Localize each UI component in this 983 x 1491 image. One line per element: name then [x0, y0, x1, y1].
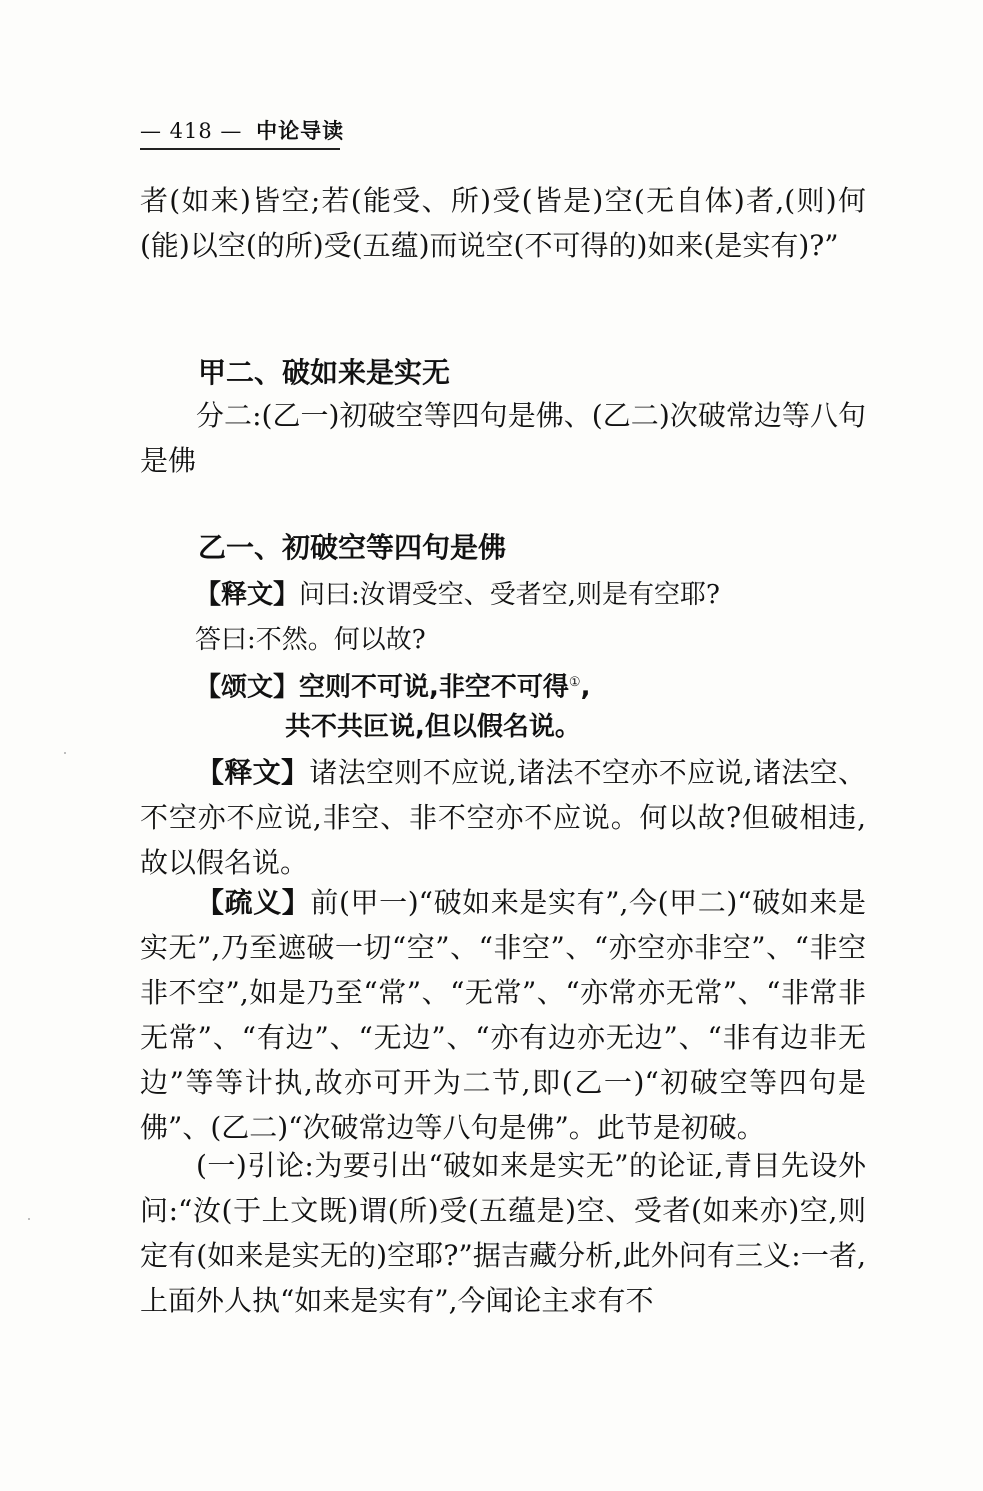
section-heading-b1: 乙一、初破空等四句是佛 [198, 531, 507, 564]
scan-speck [64, 752, 66, 754]
question-text: 问曰:汝谓受空、受者空,则是有空耶? [299, 580, 720, 610]
exegesis-tag: 【疏义】 [196, 886, 311, 919]
footnote-marker: ① [568, 675, 581, 690]
commentary-tag: 【释文】 [196, 756, 310, 789]
scan-speck [28, 1218, 30, 1220]
verse-line-2: 共不共叵说,但以假名说。 [285, 712, 581, 742]
header-rule [140, 148, 340, 150]
carryover-paragraph: 者(如来)皆空;若(能受、所)受(皆是)空(无自体)者,(则)何(能)以空(的所)受(五蕴)而说空(不可得的)如来(是实有)?” [140, 184, 866, 262]
question-tag: 【释文】 [195, 580, 300, 610]
commentary-text: 诸法空则不应说,诸法不空亦不应说,诸法空、不空亦不应说,非空、非不空亦不应说。何以故?但破相违,故以假名说。 [140, 756, 866, 879]
question-line [195, 575, 720, 615]
verse-text-1: 空则不可说,非空不可得 [299, 672, 569, 703]
page-number: — 418 — [140, 119, 243, 143]
commentary-paragraph [140, 750, 866, 885]
verse-comma: , [580, 672, 591, 703]
exegesis-text: 前(甲一)“破如来是实有”,今(甲二)“破如来是实无”,乃至遮破一切“空”、“非空”、“亦空亦非空”、“非空非不空”,如是乃至“常”、“无常”、“亦常亦无常”、“非常非无常”、“有边”、“无边”、“亦有边亦无边”、“非有边非无边”等等计执,故亦可开为二节,即(乙一)“初破空等四句是佛”、(乙二)“次破常边等八句是佛”。此节是初破。 [140, 886, 866, 1144]
verse-tag: 【颂文】 [195, 672, 300, 703]
subdivision-paragraph: 分二:(乙一)初破空等四句是佛、(乙二)次破常边等八句是佛 [140, 399, 866, 477]
running-header [140, 116, 345, 146]
book-title: 中论导读 [256, 118, 345, 143]
section-heading-a2: 甲二、破如来是实无 [198, 356, 451, 389]
introduction-paragraph: (一)引论:为要引出“破如来是实无”的论证,青目先设外问:“汝(于上文既)谓(所)受(五蕴是)空、受者(如来亦)空,则定有(如来是实无的)空耶?”据吉藏分析,此外问有三义:一者,上面外人执“如来是实有”,今闻论主求有不 [140, 1149, 866, 1317]
exegesis-paragraph [140, 880, 866, 1150]
verse-line-1 [195, 663, 590, 708]
answer-line: 答曰:不然。何以故? [195, 625, 426, 655]
